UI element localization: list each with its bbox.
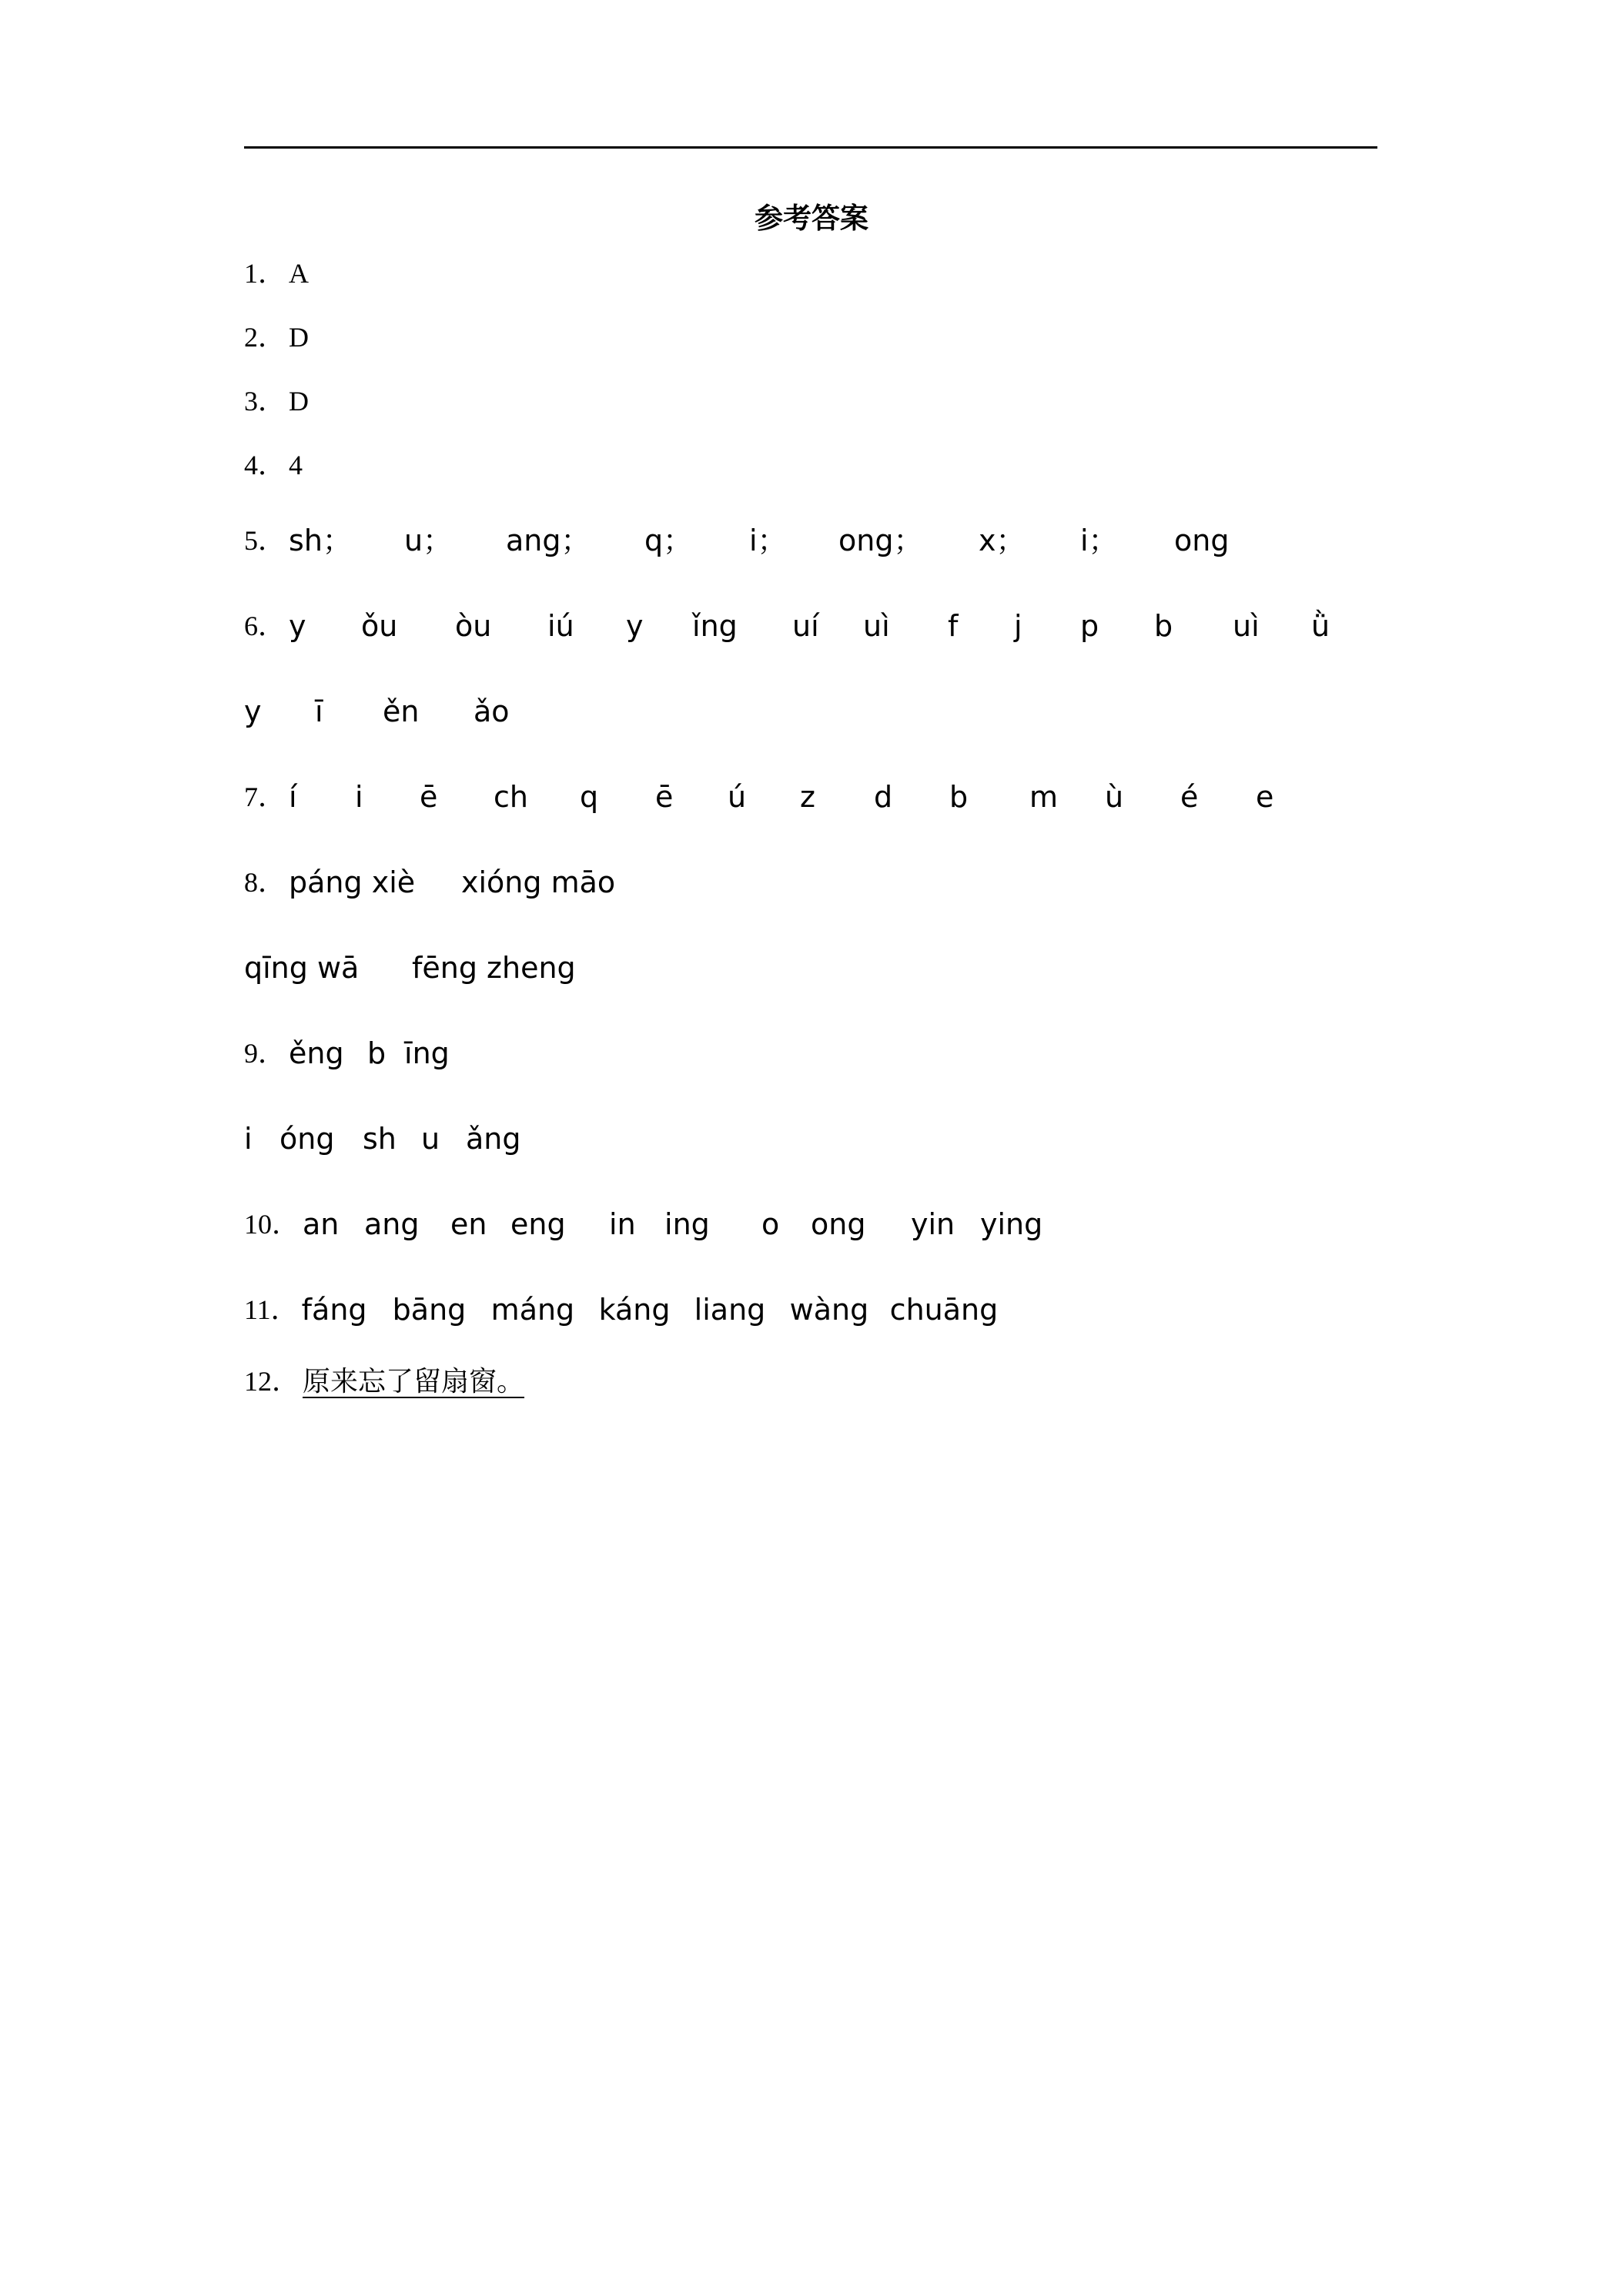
item-number: 11． <box>244 1294 299 1325</box>
pinyin-token: qīng wā <box>244 951 360 985</box>
pinyin-token: i <box>244 1122 253 1156</box>
pinyin-token: páng xiè <box>289 865 416 899</box>
pinyin-token: iú <box>547 609 574 643</box>
answer-item-10 <box>244 1201 1042 1247</box>
pinyin-token: y <box>244 694 262 728</box>
pinyin-token: q <box>580 780 599 814</box>
pinyin-token: ěng <box>289 1036 344 1070</box>
pinyin-token: i； <box>1080 524 1118 557</box>
pinyin-token: ang； <box>506 524 591 557</box>
pinyin-token: yin <box>911 1207 955 1241</box>
pinyin-token: p <box>1080 609 1099 643</box>
pinyin-token: z <box>800 780 815 814</box>
pinyin-token: fēng zheng <box>412 951 576 985</box>
item-number: 8． <box>244 867 286 898</box>
pinyin-token: f <box>948 609 959 643</box>
pinyin-token: in <box>609 1207 636 1241</box>
pinyin-token: d <box>874 780 893 814</box>
pinyin-token: ying <box>980 1207 1043 1241</box>
pinyin-token: ǒu <box>361 609 398 643</box>
answer-item-5 <box>244 517 1229 564</box>
pinyin-token: j <box>1014 609 1022 643</box>
pinyin-token: ěn <box>383 694 420 728</box>
pinyin-token: í <box>289 780 297 814</box>
pinyin-token: sh <box>363 1122 397 1156</box>
pinyin-token: ing <box>664 1207 710 1241</box>
item-number: 7． <box>244 782 286 812</box>
pinyin-token: bāng <box>392 1293 467 1327</box>
pinyin-token: o <box>761 1207 780 1241</box>
item-number: 12． <box>244 1366 300 1397</box>
pinyin-token: i； <box>749 524 787 557</box>
pinyin-token: x； <box>979 524 1026 557</box>
pinyin-token: an <box>303 1207 340 1241</box>
pinyin-token: wàng <box>789 1293 869 1327</box>
pinyin-token: liang <box>694 1293 766 1327</box>
answer-item-12 <box>244 1358 524 1404</box>
pinyin-token: ǜ <box>1311 609 1330 643</box>
pinyin-token: i <box>355 780 363 814</box>
answer-item-6-continued <box>244 688 510 735</box>
pinyin-token: ù <box>1105 780 1124 814</box>
pinyin-token: u； <box>404 524 453 557</box>
answer-item-11 <box>244 1287 998 1333</box>
item-number: 5． <box>244 525 286 556</box>
item-number: 4． <box>244 450 286 480</box>
pinyin-token: y <box>626 609 644 643</box>
pinyin-token: uì <box>1233 609 1260 643</box>
pinyin-token: sh； <box>289 524 352 557</box>
pinyin-token: xióng māo <box>461 865 616 899</box>
pinyin-token: en <box>450 1207 487 1241</box>
pinyin-token: óng <box>279 1122 335 1156</box>
answer-item-2 <box>244 314 309 360</box>
answer-text: 原来忘了留扇窗。 <box>303 1366 525 1397</box>
pinyin-token: uì <box>863 609 890 643</box>
page-title: 参考答案 <box>755 202 868 235</box>
pinyin-token: b <box>1154 609 1173 643</box>
item-number: 10． <box>244 1209 300 1240</box>
pinyin-token: ong； <box>838 524 923 557</box>
item-number: 2． <box>244 322 286 353</box>
answer-text: A <box>289 258 310 289</box>
pinyin-token: chuāng <box>889 1293 999 1327</box>
pinyin-token: eng <box>510 1207 566 1241</box>
item-number: 1． <box>244 258 286 289</box>
pinyin-token: máng <box>490 1293 575 1327</box>
pinyin-token: fáng <box>301 1293 367 1327</box>
answer-item-6 <box>244 603 1330 649</box>
pinyin-token: b <box>949 780 969 814</box>
pinyin-token: e <box>1256 780 1274 814</box>
answer-text: D <box>289 322 310 353</box>
header-rule <box>244 146 1377 149</box>
pinyin-token: y <box>289 609 306 643</box>
pinyin-token: ang <box>364 1207 420 1241</box>
pinyin-token: b <box>367 1036 387 1070</box>
pinyin-token: ch <box>494 780 528 814</box>
answer-text: 4 <box>289 450 303 480</box>
answer-item-8-continued <box>244 945 576 991</box>
pinyin-token: ǎng <box>466 1122 521 1156</box>
pinyin-token: ong <box>1174 524 1230 557</box>
item-number: 3． <box>244 386 286 417</box>
answer-item-9 <box>244 1030 450 1076</box>
pinyin-token: ē <box>420 780 438 814</box>
pinyin-token: ǎo <box>474 694 510 728</box>
pinyin-token: é <box>1180 780 1199 814</box>
pinyin-token: m <box>1029 780 1059 814</box>
pinyin-token: ú <box>728 780 747 814</box>
pinyin-token: ǐng <box>692 609 738 643</box>
answer-item-4 <box>244 442 303 488</box>
pinyin-token: uí <box>792 609 819 643</box>
item-number: 9． <box>244 1038 286 1069</box>
answer-text: D <box>289 386 310 417</box>
answer-item-7 <box>244 774 1273 820</box>
pinyin-token: òu <box>455 609 492 643</box>
pinyin-token: ī <box>315 694 323 728</box>
pinyin-token: īng <box>404 1036 450 1070</box>
pinyin-token: q； <box>644 524 693 557</box>
answer-item-3 <box>244 378 309 424</box>
pinyin-token: ē <box>655 780 674 814</box>
pinyin-token: káng <box>598 1293 671 1327</box>
item-number: 6． <box>244 611 286 641</box>
pinyin-token: u <box>421 1122 440 1156</box>
answer-item-8 <box>244 859 615 905</box>
answer-item-1 <box>244 250 309 296</box>
pinyin-token: ong <box>811 1207 866 1241</box>
answer-item-9-continued <box>244 1116 521 1162</box>
